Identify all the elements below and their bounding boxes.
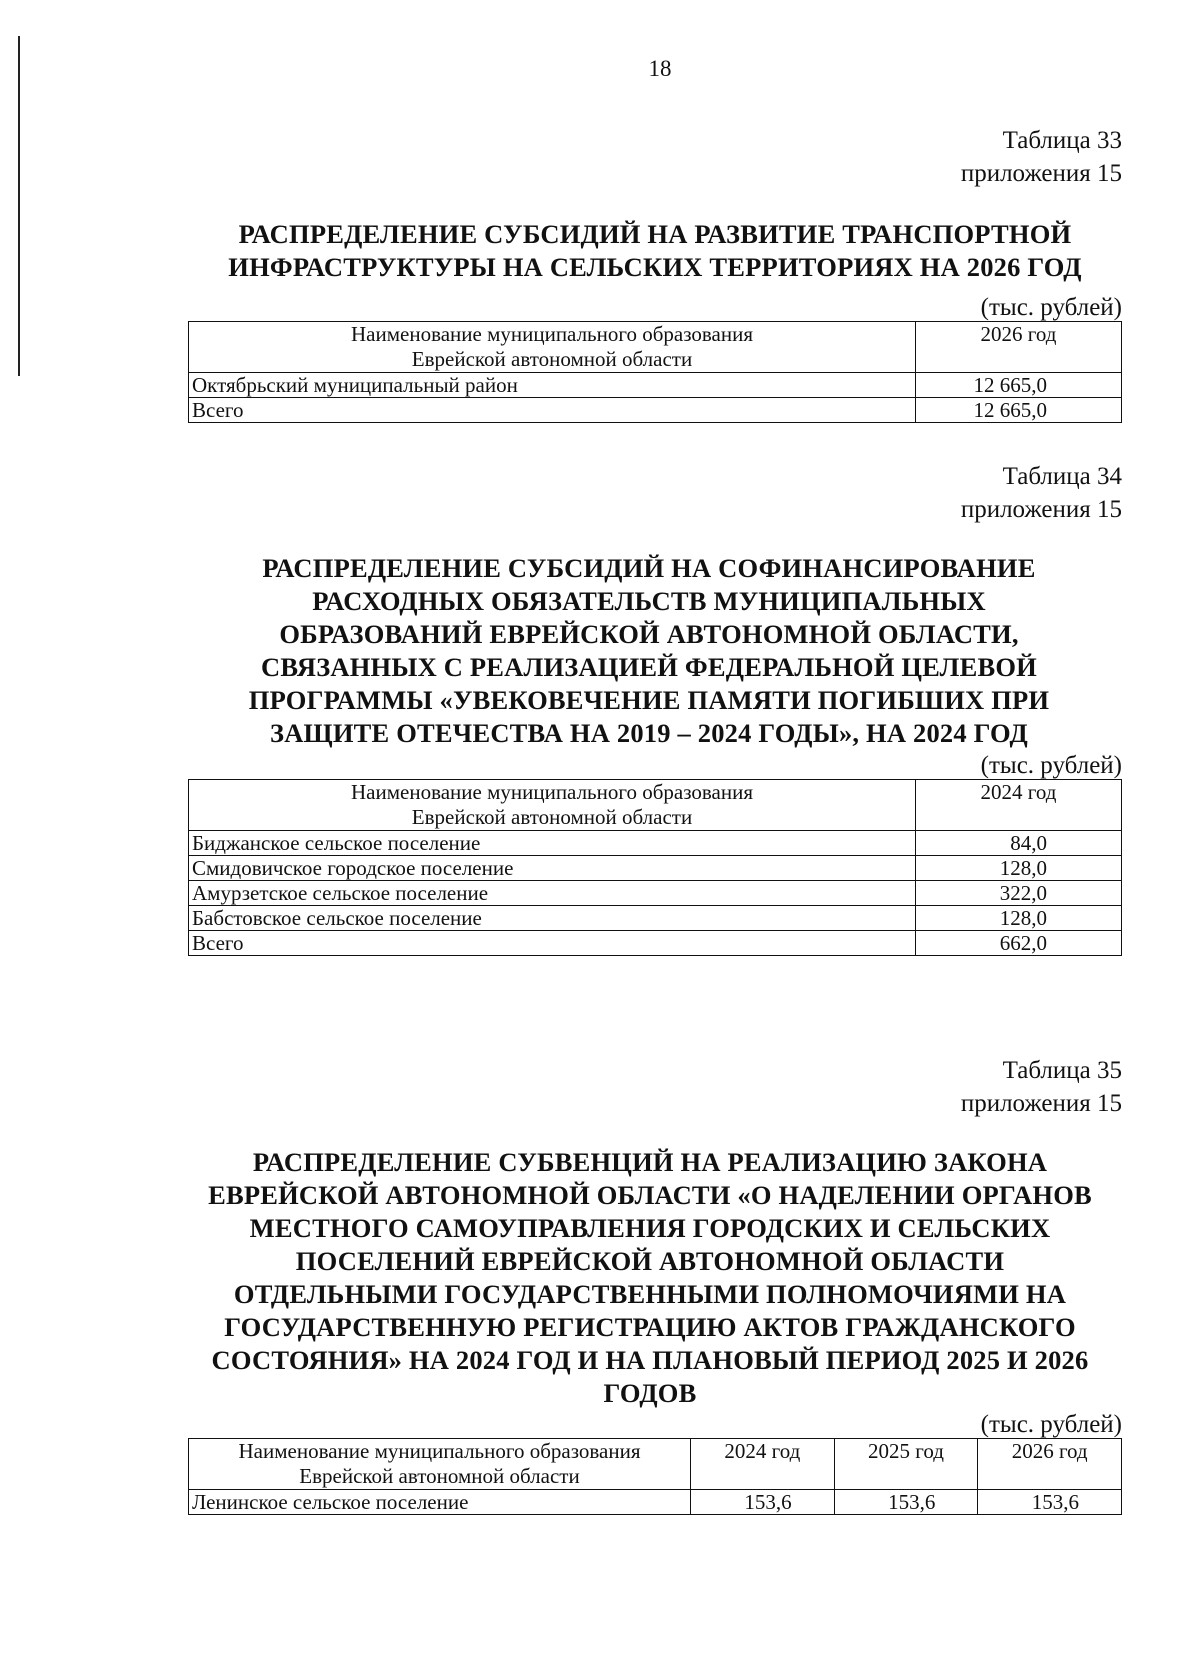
table-row <box>189 831 1122 856</box>
table-label: Таблица 35 <box>1002 1057 1122 1084</box>
row-name: Биджанское сельское поселение <box>189 831 916 856</box>
table-label: Таблица 34 <box>1002 463 1122 490</box>
appendix-label: приложения 15 <box>960 1090 1122 1117</box>
table-34-body <box>188 753 1122 956</box>
page-number: 18 <box>648 56 672 81</box>
header-year-2026: 2026 год <box>978 1439 1122 1490</box>
table-title: РАСПРЕДЕЛЕНИЕ СУБВЕНЦИЙ НА РЕАЛИЗАЦИЮ ЗАКОНА ЕВРЕЙСКОЙ АВТОНОМНОЙ ОБЛАСТИ «О НАДЕЛЕНИИ ОРГАНОВ МЕСТНОГО САМОУПРАВЛЕНИЯ ГОРОДСКИХ И СЕЛЬСКИХ ПОСЕЛЕНИЙ ЕВРЕЙСКОЙ АВТОНОМНОЙ ОБЛАСТИ ОТДЕЛЬНЫМИ ГОСУДАРСТВЕННЫМИ ПОЛНОМОЧИЯМИ НА ГОСУДАРСТВЕННУЮ РЕГИСТРАЦИЮ АКТОВ ГРАЖДАНСКОГО СОСТОЯНИЯ» НА 2024 ГОД И НА ПЛАНОВЫЙ ПЕРИОД 2025 И 2026 ГОДОВ <box>208 1147 1092 1408</box>
table-row <box>189 906 1122 931</box>
row-name: Амурзетское сельское поселение <box>189 881 916 906</box>
header-name-line2: Еврейской автономной области <box>411 347 693 371</box>
table-33 <box>188 321 1122 423</box>
units-label: (тыс. рублей) <box>980 294 1122 321</box>
header-year-2025: 2025 год <box>834 1439 978 1490</box>
table-row <box>189 931 1122 956</box>
row-name: Октябрьский муниципальный район <box>189 373 916 398</box>
appendix-label: приложения 15 <box>960 496 1122 523</box>
table-34 <box>188 779 1122 956</box>
row-value: 12 665,0 <box>916 398 1122 423</box>
header-name-line1: Наименование муниципального образования <box>351 780 753 804</box>
table-row <box>189 1490 1122 1515</box>
row-value: 128,0 <box>916 856 1122 881</box>
appendix-label: приложения 15 <box>960 160 1122 187</box>
table-33-title-block <box>188 218 1122 284</box>
header-year-2024: 2024 год <box>691 1439 835 1490</box>
row-name: Всего <box>189 398 916 423</box>
header-year: 2026 год <box>916 322 1122 373</box>
row-name: Бабстовское сельское поселение <box>189 906 916 931</box>
table-34-title-block <box>226 552 1072 750</box>
header-name-line2: Еврейской автономной области <box>411 805 693 829</box>
table-33-section <box>188 124 1122 190</box>
row-value: 128,0 <box>916 906 1122 931</box>
table-35-body <box>188 1412 1122 1515</box>
table-row <box>189 881 1122 906</box>
header-name-line2: Еврейской автономной области <box>299 1464 580 1488</box>
header-name-line1: Наименование муниципального образования <box>238 1439 641 1463</box>
units-label: (тыс. рублей) <box>980 752 1122 779</box>
margin-line <box>18 36 20 376</box>
header-name-line1: Наименование муниципального образования <box>351 322 753 346</box>
header-name-cell <box>189 1439 691 1490</box>
table-34-section <box>188 460 1122 526</box>
table-label: Таблица 33 <box>1002 127 1122 154</box>
table-header-row <box>189 322 1122 373</box>
units-label: (тыс. рублей) <box>980 1411 1122 1438</box>
table-title: РАСПРЕДЕЛЕНИЕ СУБСИДИЙ НА РАЗВИТИЕ ТРАНСПОРТНОЙ ИНФРАСТРУКТУРЫ НА СЕЛЬСКИХ ТЕРРИТОРИЯХ НА 2026 ГОД <box>228 219 1082 282</box>
header-name-cell <box>189 322 916 373</box>
row-value: 12 665,0 <box>916 373 1122 398</box>
row-name: Ленинское сельское поселение <box>189 1490 691 1515</box>
row-value-2026: 153,6 <box>978 1490 1122 1515</box>
row-value-2024: 153,6 <box>691 1490 835 1515</box>
header-year: 2024 год <box>916 780 1122 831</box>
header-name-cell <box>189 780 916 831</box>
row-value-2025: 153,6 <box>834 1490 978 1515</box>
table-row <box>189 373 1122 398</box>
table-35 <box>188 1438 1122 1515</box>
row-value: 84,0 <box>916 831 1122 856</box>
row-name: Всего <box>189 931 916 956</box>
table-title: РАСПРЕДЕЛЕНИЕ СУБСИДИЙ НА СОФИНАНСИРОВАНИЕ РАСХОДНЫХ ОБЯЗАТЕЛЬСТВ МУНИЦИПАЛЬНЫХ ОБРАЗОВАНИЙ ЕВРЕЙСКОЙ АВТОНОМНОЙ ОБЛАСТИ, СВЯЗАННЫХ С РЕАЛИЗАЦИЕЙ ФЕДЕРАЛЬНОЙ ЦЕЛЕВОЙ ПРОГРАММЫ «УВЕКОВЕЧЕНИЕ ПАМЯТИ ПОГИБШИХ ПРИ ЗАЩИТЕ ОТЕЧЕСТВА НА 2019 – 2024 ГОДЫ», НА 2024 ГОД <box>248 553 1050 748</box>
table-row <box>189 398 1122 423</box>
row-value: 322,0 <box>916 881 1122 906</box>
table-header-row <box>189 1439 1122 1490</box>
row-value: 662,0 <box>916 931 1122 956</box>
row-name: Смидовичское городское поселение <box>189 856 916 881</box>
table-35-title-block <box>200 1146 1100 1410</box>
table-row <box>189 856 1122 881</box>
table-35-section <box>188 1054 1122 1120</box>
table-header-row <box>189 780 1122 831</box>
table-33-body <box>188 295 1122 423</box>
